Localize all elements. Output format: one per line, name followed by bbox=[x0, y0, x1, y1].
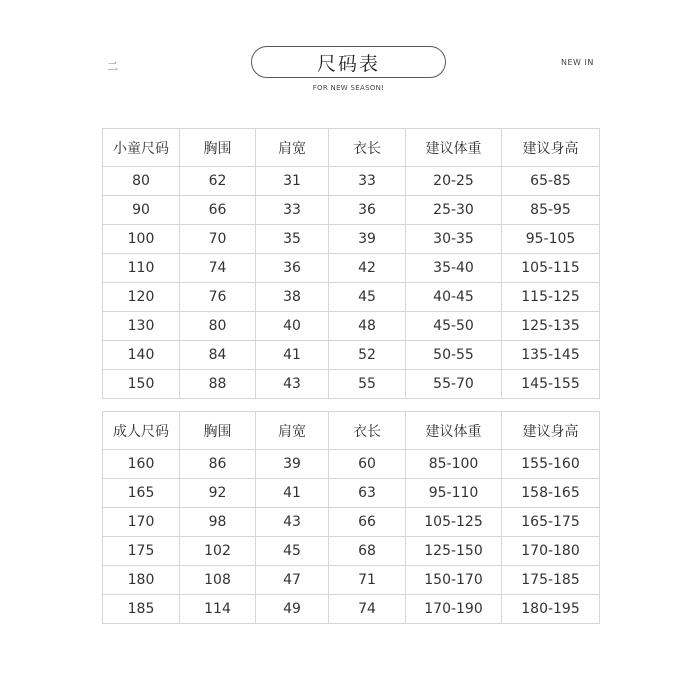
cell-chest: 70 bbox=[180, 225, 256, 254]
column-header-weight: 建议体重 bbox=[406, 129, 502, 167]
cell-height: 65-85 bbox=[502, 167, 600, 196]
table-row bbox=[103, 450, 600, 479]
kids-size-table bbox=[102, 128, 600, 399]
cell-weight: 105-125 bbox=[406, 508, 502, 537]
cell-chest: 114 bbox=[180, 595, 256, 624]
column-header-shoulder: 肩宽 bbox=[256, 412, 329, 450]
cell-size: 180 bbox=[103, 566, 180, 595]
cell-weight: 125-150 bbox=[406, 537, 502, 566]
cell-length: 66 bbox=[329, 508, 406, 537]
column-header-length: 衣长 bbox=[329, 412, 406, 450]
cell-height: 125-135 bbox=[502, 312, 600, 341]
cell-size: 170 bbox=[103, 508, 180, 537]
table-row bbox=[103, 254, 600, 283]
cell-shoulder: 43 bbox=[256, 508, 329, 537]
cell-shoulder: 39 bbox=[256, 450, 329, 479]
table-row bbox=[103, 283, 600, 312]
cell-weight: 35-40 bbox=[406, 254, 502, 283]
cell-height: 135-145 bbox=[502, 341, 600, 370]
cell-chest: 66 bbox=[180, 196, 256, 225]
cell-length: 33 bbox=[329, 167, 406, 196]
cell-height: 158-165 bbox=[502, 479, 600, 508]
cell-weight: 50-55 bbox=[406, 341, 502, 370]
cell-weight: 20-25 bbox=[406, 167, 502, 196]
cell-height: 155-160 bbox=[502, 450, 600, 479]
cell-chest: 102 bbox=[180, 537, 256, 566]
cell-chest: 76 bbox=[180, 283, 256, 312]
cell-weight: 40-45 bbox=[406, 283, 502, 312]
cell-shoulder: 41 bbox=[256, 479, 329, 508]
cell-size: 140 bbox=[103, 341, 180, 370]
page-subtitle: FOR NEW SEASON! bbox=[312, 84, 385, 92]
cell-weight: 25-30 bbox=[406, 196, 502, 225]
table-row bbox=[103, 167, 600, 196]
cell-chest: 74 bbox=[180, 254, 256, 283]
cell-height: 105-115 bbox=[502, 254, 600, 283]
cell-size: 130 bbox=[103, 312, 180, 341]
cell-chest: 98 bbox=[180, 508, 256, 537]
table-row bbox=[103, 537, 600, 566]
cell-length: 68 bbox=[329, 537, 406, 566]
cell-size: 165 bbox=[103, 479, 180, 508]
cell-shoulder: 35 bbox=[256, 225, 329, 254]
cell-shoulder: 41 bbox=[256, 341, 329, 370]
cell-shoulder: 47 bbox=[256, 566, 329, 595]
cell-height: 175-185 bbox=[502, 566, 600, 595]
table-row bbox=[103, 312, 600, 341]
column-header-height: 建议身高 bbox=[502, 129, 600, 167]
cell-shoulder: 33 bbox=[256, 196, 329, 225]
cell-shoulder: 38 bbox=[256, 283, 329, 312]
cell-chest: 80 bbox=[180, 312, 256, 341]
cell-length: 48 bbox=[329, 312, 406, 341]
column-header-height: 建议身高 bbox=[502, 412, 600, 450]
cell-size: 120 bbox=[103, 283, 180, 312]
cell-length: 55 bbox=[329, 370, 406, 399]
column-header-size: 小童尺码 bbox=[103, 129, 180, 167]
cell-size: 185 bbox=[103, 595, 180, 624]
table-header-row bbox=[103, 412, 600, 450]
cell-weight: 45-50 bbox=[406, 312, 502, 341]
table-row bbox=[103, 341, 600, 370]
cell-length: 74 bbox=[329, 595, 406, 624]
cell-weight: 95-110 bbox=[406, 479, 502, 508]
cell-chest: 84 bbox=[180, 341, 256, 370]
column-header-chest: 胸围 bbox=[180, 412, 256, 450]
cell-length: 36 bbox=[329, 196, 406, 225]
new-in-label: NEW IN bbox=[561, 58, 594, 67]
cell-length: 71 bbox=[329, 566, 406, 595]
table-row bbox=[103, 479, 600, 508]
cell-height: 180-195 bbox=[502, 595, 600, 624]
cell-size: 175 bbox=[103, 537, 180, 566]
table-row bbox=[103, 595, 600, 624]
cell-height: 85-95 bbox=[502, 196, 600, 225]
table-row bbox=[103, 370, 600, 399]
table-row bbox=[103, 566, 600, 595]
cell-size: 100 bbox=[103, 225, 180, 254]
cell-shoulder: 40 bbox=[256, 312, 329, 341]
cell-size: 160 bbox=[103, 450, 180, 479]
cell-shoulder: 45 bbox=[256, 537, 329, 566]
corner-mark: 二 bbox=[107, 60, 118, 73]
cell-height: 145-155 bbox=[502, 370, 600, 399]
cell-height: 170-180 bbox=[502, 537, 600, 566]
cell-length: 39 bbox=[329, 225, 406, 254]
cell-shoulder: 43 bbox=[256, 370, 329, 399]
cell-size: 80 bbox=[103, 167, 180, 196]
cell-height: 115-125 bbox=[502, 283, 600, 312]
cell-shoulder: 49 bbox=[256, 595, 329, 624]
cell-chest: 86 bbox=[180, 450, 256, 479]
cell-size: 110 bbox=[103, 254, 180, 283]
page-title: 尺码表 bbox=[251, 46, 446, 78]
cell-weight: 55-70 bbox=[406, 370, 502, 399]
cell-length: 45 bbox=[329, 283, 406, 312]
column-header-chest: 胸围 bbox=[180, 129, 256, 167]
cell-weight: 170-190 bbox=[406, 595, 502, 624]
cell-height: 165-175 bbox=[502, 508, 600, 537]
table-row bbox=[103, 196, 600, 225]
cell-shoulder: 31 bbox=[256, 167, 329, 196]
cell-length: 52 bbox=[329, 341, 406, 370]
cell-length: 63 bbox=[329, 479, 406, 508]
table-row bbox=[103, 508, 600, 537]
cell-weight: 85-100 bbox=[406, 450, 502, 479]
column-header-shoulder: 肩宽 bbox=[256, 129, 329, 167]
cell-chest: 88 bbox=[180, 370, 256, 399]
cell-length: 60 bbox=[329, 450, 406, 479]
cell-shoulder: 36 bbox=[256, 254, 329, 283]
cell-size: 90 bbox=[103, 196, 180, 225]
cell-chest: 108 bbox=[180, 566, 256, 595]
column-header-size: 成人尺码 bbox=[103, 412, 180, 450]
cell-weight: 30-35 bbox=[406, 225, 502, 254]
table-row bbox=[103, 225, 600, 254]
cell-height: 95-105 bbox=[502, 225, 600, 254]
cell-weight: 150-170 bbox=[406, 566, 502, 595]
column-header-length: 衣长 bbox=[329, 129, 406, 167]
cell-size: 150 bbox=[103, 370, 180, 399]
adult-size-table bbox=[102, 411, 600, 624]
cell-chest: 92 bbox=[180, 479, 256, 508]
cell-length: 42 bbox=[329, 254, 406, 283]
table-header-row bbox=[103, 129, 600, 167]
cell-chest: 62 bbox=[180, 167, 256, 196]
column-header-weight: 建议体重 bbox=[406, 412, 502, 450]
